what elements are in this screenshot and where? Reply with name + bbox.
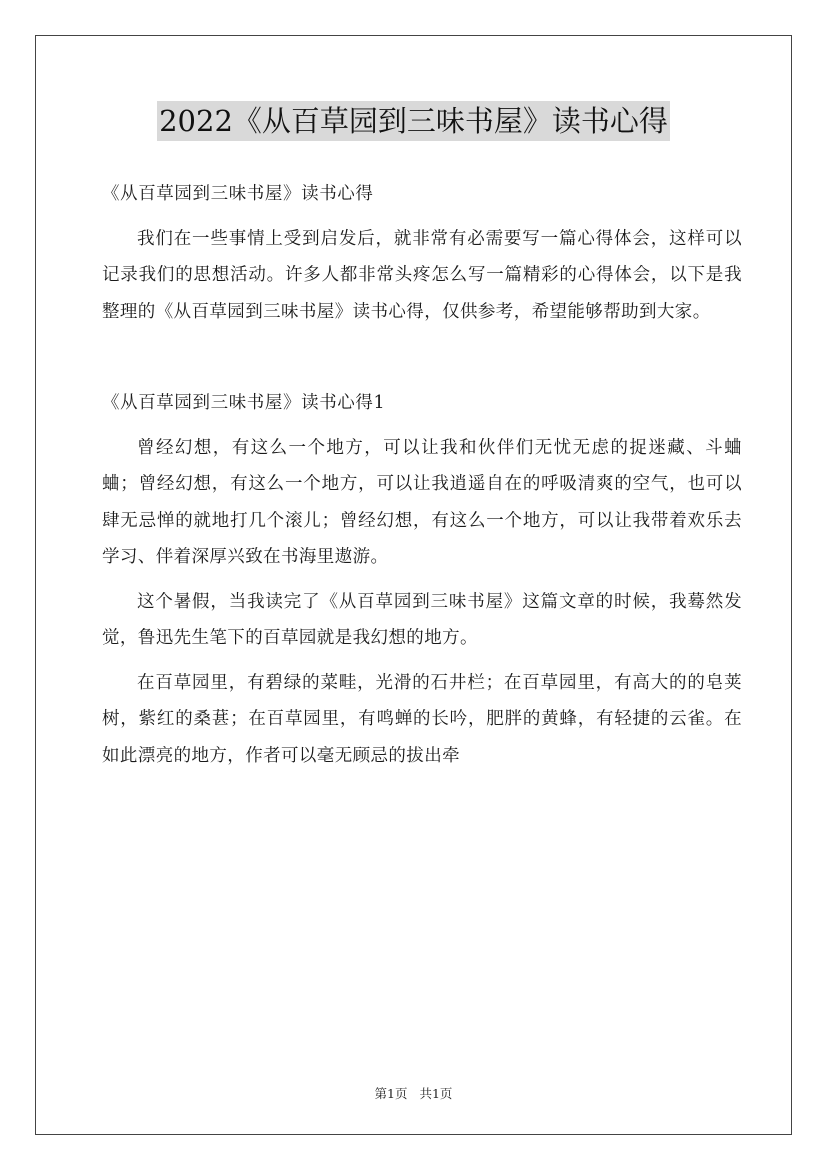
- page-footer: [0, 1084, 827, 1102]
- title-container: [0, 101, 827, 141]
- body-paragraph-3: 在百草园里，有碧绿的菜畦，光滑的石井栏；在百草园里，有高大的的皂荚树，紫红的桑葚；在百草园里，有鸣蝉的长吟，肥胖的黄蜂，有轻捷的云雀。在如此漂亮的地方，作者可以毫无顾忌的拔出牵: [102, 672, 742, 766]
- body-paragraph-2: 这个暑假，当我读完了《从百草园到三味书屋》这篇文章的时候，我蓦然发觉，鲁迅先生笔下的百草园就是我幻想的地方。: [102, 591, 742, 648]
- body-paragraph-1: 曾经幻想，有这么一个地方，可以让我和伙伴们无忧无虑的捉迷藏、斗蛐蛐；曾经幻想，有这么一个地方，可以让我逍遥自在的呼吸清爽的空气，也可以肆无忌惮的就地打几个滚儿；曾经幻想，有这么一个地方，可以让我带着欢乐去学习、伴着深厚兴致在书海里遨游。: [102, 437, 742, 567]
- section-heading-1: 《从百草园到三味书屋》读书心得1: [102, 393, 386, 413]
- page-number-total: 共1页: [419, 1086, 453, 1101]
- page-number-current: 第1页: [374, 1086, 408, 1101]
- document-title: 2022《从百草园到三味书屋》读书心得: [157, 101, 670, 141]
- subtitle: 《从百草园到三味书屋》读书心得: [102, 184, 374, 204]
- document-body: [102, 176, 742, 774]
- intro-paragraph: 我们在一些事情上受到启发后，就非常有必需要写一篇心得体会，这样可以记录我们的思想活动。许多人都非常头疼怎么写一篇精彩的心得体会，以下是我整理的《从百草园到三味书屋》读书心得，仅供参考，希望能够帮助到大家。: [102, 228, 742, 322]
